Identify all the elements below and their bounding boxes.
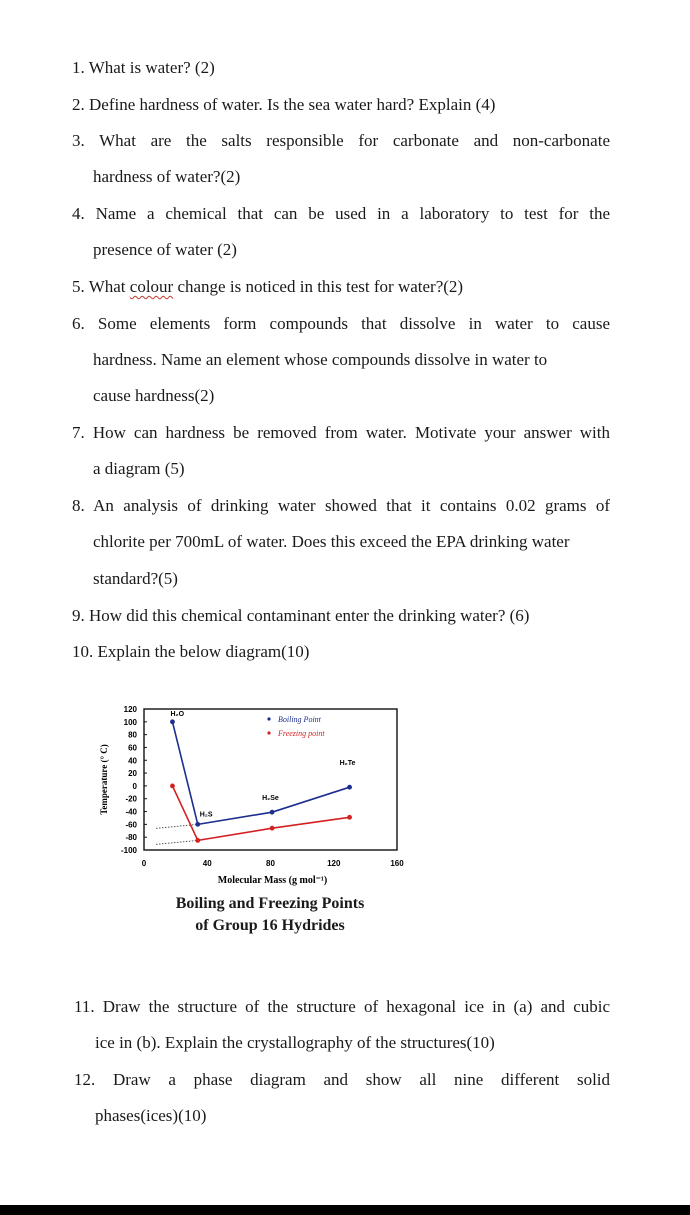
y-tick-label: -100 <box>120 846 137 855</box>
question-11-line-2 <box>95 1033 635 1053</box>
question-5 <box>72 277 612 297</box>
question-7-line-2 <box>93 459 633 479</box>
question-text: An analysis of drinking water showed that it contains 0.02 grams of <box>93 496 610 515</box>
question-text: phases(ices)(10) <box>95 1106 207 1125</box>
question-text: What <box>88 277 130 296</box>
point-label: H₂S <box>199 811 213 819</box>
x-axis-label: Molecular Mass (g mol⁻¹) <box>217 875 328 886</box>
data-point <box>347 785 352 790</box>
question-text: How can hardness be removed from water. Motivate your answer with <box>92 423 611 442</box>
question-text: hardness. Name an element whose compounds dissolve in water to <box>93 350 548 369</box>
question-text: standard?(5) <box>93 569 178 588</box>
question-4 <box>72 204 610 224</box>
question-7 <box>72 423 610 443</box>
x-tick-label: 120 <box>327 859 341 868</box>
legend-label: Freezing point <box>278 729 325 738</box>
point-label: H₂Te <box>339 760 356 768</box>
question-8 <box>72 496 610 516</box>
question-8-line-2 <box>93 532 633 552</box>
question-number: 11. <box>74 997 95 1016</box>
question-number: 2. <box>72 95 85 114</box>
question-number: 12. <box>74 1070 96 1089</box>
data-point <box>195 838 200 843</box>
question-9 <box>72 606 612 626</box>
guide-line <box>156 840 198 844</box>
y-tick-label: 40 <box>128 756 137 766</box>
question-number: 3. <box>72 131 85 150</box>
point-label: H₂O <box>170 710 185 718</box>
question-3-line-2 <box>93 167 633 187</box>
question-text: a diagram (5) <box>93 459 185 478</box>
legend-label: Boiling Point <box>278 715 321 724</box>
question-text: Some elements form compounds that dissolve in water to cause <box>97 314 610 333</box>
x-tick-label: 80 <box>266 859 275 868</box>
question-number: 10. <box>72 642 94 661</box>
x-tick-label: 160 <box>390 859 404 868</box>
question-number: 1. <box>72 58 85 77</box>
legend-marker <box>267 731 270 734</box>
chart-caption-line-1: Boiling and Freezing Points <box>175 895 365 912</box>
y-tick-label: 120 <box>123 705 137 714</box>
y-tick-label: 80 <box>128 730 137 740</box>
question-number: 6. <box>72 314 85 333</box>
x-tick-label: 0 <box>141 859 147 868</box>
x-tick-label: 40 <box>202 859 212 868</box>
legend-marker <box>267 717 270 720</box>
question-6-line-3 <box>93 386 633 406</box>
y-tick-label: 60 <box>128 743 137 753</box>
question-number: 7. <box>72 423 85 442</box>
question-12 <box>74 1070 610 1090</box>
question-8-line-3 <box>93 569 633 589</box>
question-text: How did this chemical contaminant enter the drinking water? (6) <box>89 606 530 625</box>
y-tick-label: -60 <box>125 820 137 830</box>
question-6-line-2 <box>93 350 633 370</box>
question-1 <box>72 58 612 78</box>
bottom-bar <box>0 1205 690 1215</box>
data-point <box>195 822 200 827</box>
question-text: ice in (b). Explain the crystallography of the structures(10) <box>95 1033 495 1052</box>
question-text: cause hardness(2) <box>93 386 215 405</box>
chart-caption-line-2: of Group 16 Hydrides <box>195 917 345 934</box>
question-text: Draw a phase diagram and show all nine different solid <box>112 1070 611 1089</box>
question-number: 8. <box>72 496 85 515</box>
question-text: hardness of water?(2) <box>93 167 241 186</box>
question-text: chlorite per 700mL of water. Does this exceed the EPA drinking water <box>93 532 570 551</box>
question-text: What is water? (2) <box>88 58 215 77</box>
question-4-line-2 <box>93 240 633 260</box>
question-number: 9. <box>72 606 85 625</box>
question-2 <box>72 95 612 115</box>
y-tick-label: 0 <box>132 781 137 791</box>
question-text: What are the salts responsible for carbonate and non-carbonate <box>99 131 610 150</box>
data-point <box>347 815 352 820</box>
y-tick-label: 20 <box>128 769 137 779</box>
data-point <box>170 719 175 724</box>
y-tick-label: 100 <box>123 717 137 727</box>
question-12-line-2 <box>95 1106 635 1126</box>
question-text: Name a chemical that can be used in a laboratory to test for the <box>95 204 611 223</box>
question-6 <box>72 314 610 334</box>
spellcheck-word: colour <box>129 277 174 296</box>
y-tick-label: -40 <box>125 807 137 817</box>
data-point <box>170 784 175 789</box>
question-text: Draw the structure of the structure of hexagonal ice in (a) and cubic <box>102 997 611 1016</box>
point-label: H₂Se <box>262 795 279 803</box>
y-axis-label: Temperature (° C) <box>99 744 109 815</box>
y-tick-label: -20 <box>125 794 137 804</box>
question-text: Explain the below diagram(10) <box>97 642 310 661</box>
data-point <box>270 826 275 831</box>
question-number: 5. <box>72 277 85 296</box>
question-11 <box>74 997 610 1017</box>
question-number: 4. <box>72 204 85 223</box>
data-point <box>270 810 275 815</box>
question-3 <box>72 131 610 151</box>
y-tick-label: -80 <box>125 833 137 843</box>
question-10 <box>72 642 612 662</box>
question-text: change is noticed in this test for water?(2) <box>173 277 464 296</box>
hydride-chart <box>90 700 430 886</box>
question-text: presence of water (2) <box>93 240 237 259</box>
question-text: Define hardness of water. Is the sea water hard? Explain (4) <box>89 95 496 114</box>
